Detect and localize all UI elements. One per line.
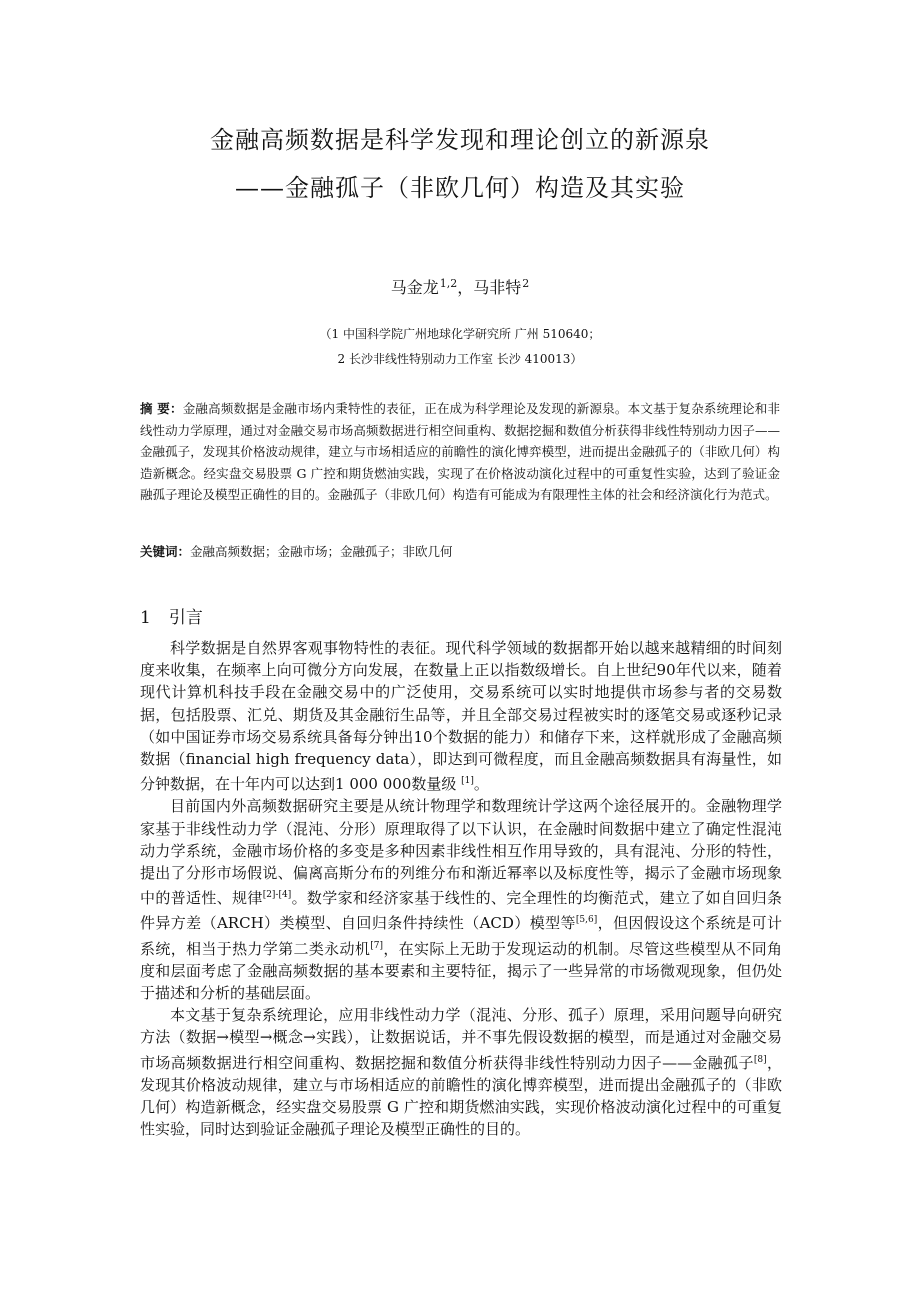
paragraph bbox=[140, 1004, 782, 1140]
paragraph bbox=[140, 637, 782, 795]
paragraph-text: 目前国内外高频数据研究主要是从统计物理学和数理统计学这两个途径展开的。金融物理学家基于非线性动力学（混沌、分形）原理取得了以下认识，在金融时间数据中建立了确定性混沌动力学系统，金融市场价格的多变是多种因素非线性相互作用导致的，具有混沌、分形的特性，提出了分形市场假说、偏离高斯分布的列维分布和渐近幂率以及标度性等，揭示了金融市场现象中的普适性、规律 bbox=[140, 797, 782, 908]
citation: [1] bbox=[461, 776, 474, 787]
abstract bbox=[140, 398, 780, 506]
paragraph-text: ，发现其价格波动规律，建立与市场相适应的前瞻性的演化博弈模型，进而提出金融孤子的（非欧几何）构造新概念，经实盘交易股票 G 广控和期货燃油实践，实现价格波动演化过程中的可重复性实验，同时达到验证金融孤子理论及模型正确性的目的。 bbox=[140, 1053, 782, 1139]
paragraph-text: ，在实际上无助于发现运动的机制。尽管这些模型从不同角度和层面考虑了金融高频数据的基本要素和主要特征，揭示了一些异常的市场微观现象，但仍处于描述和分析的基础层面。 bbox=[140, 939, 782, 1003]
paragraph-text: 。数学家和经济家基于线性的、完全理性的均衡范式，建立了如自回归条件异方差（ARCH）类模型、自回归条件持续性（ACD）模型等 bbox=[140, 889, 782, 933]
keywords-text: 金融高频数据；金融市场；金融孤子；非欧几何 bbox=[190, 544, 453, 559]
author-affiliation-mark: 2 bbox=[522, 277, 530, 290]
paper-title bbox=[0, 116, 920, 212]
abstract-label: 摘 要： bbox=[140, 401, 183, 416]
author-affiliation-mark: 1,2 bbox=[439, 277, 458, 290]
citation: [2]-[4] bbox=[262, 890, 292, 901]
author-name: 马金龙 bbox=[390, 278, 439, 297]
author-name: 马非特 bbox=[473, 278, 522, 297]
citation: [5,6] bbox=[575, 915, 598, 926]
author-separator: ， bbox=[457, 278, 474, 297]
author-list bbox=[0, 275, 920, 298]
section-title: 引言 bbox=[168, 608, 203, 628]
keywords-label: 关键词： bbox=[140, 544, 191, 559]
paragraph-text: 。 bbox=[473, 775, 489, 794]
affiliation-line: （1 中国科学院广州地球化学研究所 广州 510640； bbox=[319, 327, 601, 341]
title-line-1: 金融高频数据是科学发现和理论创立的新源泉 bbox=[210, 126, 710, 154]
affiliations bbox=[0, 322, 920, 372]
paragraph bbox=[140, 795, 782, 1004]
paragraph-text: 科学数据是自然界客观事物特性的表征。现代科学领域的数据都开始以越来越精细的时间刻度来收集，在频率上向可微分方向发展，在数量上正以指数级增长。自上世纪90年代以来，随着现代计算机科技手段在金融交易中的广泛使用，交易系统可以实时地提供市场参与者的交易数据，包括股票、汇兑、期货及其金融衍生品等，并且全部交易过程被实时的逐笔交易或逐秒记录（如中国证券市场交易系统具备每分钟出10个数据的能力）和储存下来，这样就形成了金融高频数据（financial high frequency data），即达到可微程度，而且金融高频数据具有海量性，如分钟数据，在十年内可以达到1 000 000数量级 bbox=[140, 639, 782, 794]
section-number: 1 bbox=[140, 608, 151, 628]
affiliation-line: 2 长沙非线性特别动力工作室 长沙 410013） bbox=[337, 352, 583, 366]
paragraph-text: ，但因假设这个系统是可计系统，相当于热力学第二类永动机 bbox=[140, 914, 782, 958]
section-heading bbox=[140, 603, 203, 628]
keywords bbox=[140, 542, 780, 560]
body-text bbox=[140, 637, 782, 1140]
title-line-2: ——金融孤子（非欧几何）构造及其实验 bbox=[235, 174, 685, 202]
paragraph-text: 本文基于复杂系统理论，应用非线性动力学（混沌、分形、孤子）原理，采用问题导向研究方法（数据→模型→概念→实践），让数据说话，并不事先假设数据的模型，而是通过对金融交易市场高频数据进行相空间重构、数据挖掘和数值分析获得非线性特别动力因子——金融孤子 bbox=[140, 1006, 782, 1072]
citation: [7] bbox=[370, 940, 383, 951]
citation: [8] bbox=[753, 1054, 767, 1065]
abstract-text: 金融高频数据是金融市场内秉特性的表征，正在成为科学理论及发现的新源泉。本文基于复杂系统理论和非线性动力学原理，通过对金融交易市场高频数据进行相空间重构、数据挖掘和数值分析获得非线性特别动力因子——金融孤子，发现其价格波动规律，建立与市场相适应的前瞻性的演化博弈模型，进而提出金融孤子的（非欧几何）构造新概念。经实盘交易股票 G 广控和期货燃油实践，实现了在价格波动演化过程中的可重复性实验，达到了验证金融孤子理论及模型正确性的目的。金融孤子（非欧几何）构造有可能成为有限理性主体的社会和经济演化行为范式。 bbox=[140, 401, 780, 503]
